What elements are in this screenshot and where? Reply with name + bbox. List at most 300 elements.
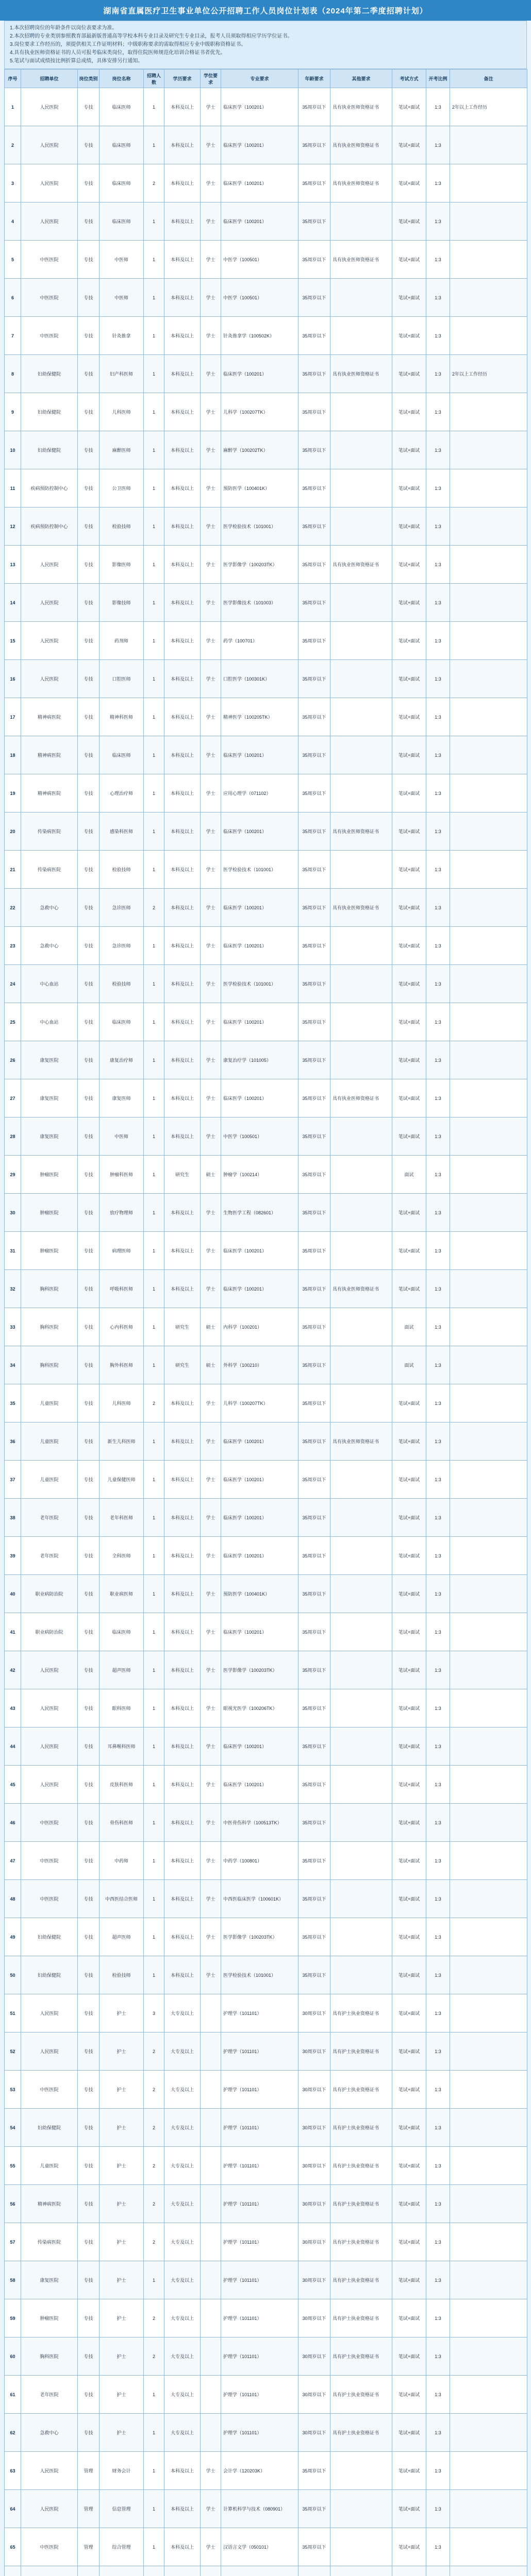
table-cell: 30周岁以下 (298, 1994, 330, 2032)
table-cell: 笔试+面试 (392, 1994, 426, 2032)
table-cell: 1 (144, 1156, 164, 1194)
table-cell: 中医骨伤科学（100513TK） (221, 1804, 298, 1842)
table-cell: 老年科医师 (99, 1499, 144, 1537)
table-cell (330, 1613, 392, 1651)
table-cell: 医学检验技术（101001） (221, 851, 298, 889)
table-cell: 30周岁以下 (298, 2223, 330, 2261)
table-cell: 1 (144, 1346, 164, 1384)
table-cell: 护理学（101101） (221, 2261, 298, 2299)
table-cell: 1 (144, 317, 164, 355)
table-cell: 专技 (78, 2223, 99, 2261)
table-cell: 笔试+面试 (392, 546, 426, 584)
table-cell: 麻醉学（100202TK） (221, 431, 298, 469)
table-cell: 学士 (201, 927, 221, 965)
table-cell: 面试 (392, 1346, 426, 1384)
table-cell: 35周岁以下 (298, 126, 330, 164)
table-row (5, 1956, 527, 1994)
table-cell: 儿科学（100207TK） (221, 1384, 298, 1422)
table-cell (450, 927, 527, 965)
table-cell: 笔试+面试 (392, 1651, 426, 1689)
table-cell: 34 (5, 1346, 21, 1384)
table-cell: 13 (5, 546, 21, 584)
table-cell: 35周岁以下 (298, 241, 330, 279)
table-cell: 医学影像学（100203TK） (221, 546, 298, 584)
table-cell: 超声医师 (99, 1918, 144, 1956)
table-cell: 1:3 (426, 622, 450, 660)
table-cell: 专技 (78, 1804, 99, 1842)
table-cell: 临床医师 (99, 126, 144, 164)
table-cell: 本科及以上 (164, 1727, 201, 1766)
table-cell: 1 (144, 469, 164, 507)
table-cell: 面试 (392, 1156, 426, 1194)
table-cell: 儿童保健医师 (99, 1461, 144, 1499)
table-cell: 本科及以上 (164, 927, 201, 965)
table-cell: 具有护士执业资格证书 (330, 2299, 392, 2337)
table-cell: 笔试+面试 (392, 1689, 426, 1727)
table-cell: 具有护士执业资格证书 (330, 1994, 392, 2032)
table-cell: 临床医学（100201） (221, 202, 298, 241)
table-cell (450, 2032, 527, 2071)
table-cell: 学士 (201, 279, 221, 317)
table-cell: 1 (144, 1041, 164, 1079)
table-cell: 本科及以上 (164, 1003, 201, 1041)
table-cell: 35周岁以下 (298, 279, 330, 317)
table-cell: 临床医师 (99, 164, 144, 202)
table-cell: 1 (144, 622, 164, 660)
table-cell (330, 2452, 392, 2490)
table-cell: 1 (144, 202, 164, 241)
table-cell: 笔试+面试 (392, 1461, 426, 1499)
table-cell: 硕士 (201, 1346, 221, 1384)
table-cell: 具有护士执业资格证书 (330, 2109, 392, 2147)
table-cell: 肿瘤医院 (21, 2299, 78, 2337)
table-row (5, 2376, 527, 2414)
table-cell (330, 2490, 392, 2528)
table-cell (201, 2071, 221, 2109)
table-cell: 康复医院 (21, 1079, 78, 1117)
table-cell: 9 (5, 393, 21, 431)
table-cell: 笔试+面试 (392, 1804, 426, 1842)
table-cell: 大专及以上 (164, 2223, 201, 2261)
table-cell (450, 774, 527, 812)
table-cell: 笔试+面试 (392, 469, 426, 507)
table-cell: 57 (5, 2223, 21, 2261)
table-cell: 研究生 (164, 1308, 201, 1346)
table-cell: 学士 (201, 507, 221, 546)
table-cell: 笔试+面试 (392, 1041, 426, 1079)
table-row (5, 1613, 527, 1651)
table-cell: 本科及以上 (164, 88, 201, 126)
table-cell: 医学检验技术（101001） (221, 965, 298, 1003)
table-cell: 本科及以上 (164, 431, 201, 469)
table-cell: 具有执业医师资格证书 (330, 164, 392, 202)
table-cell: 医学检验技术（101001） (221, 1956, 298, 1994)
table-cell: 预防医学（100401K） (221, 469, 298, 507)
table-cell: 学士 (201, 202, 221, 241)
table-cell: 笔试+面试 (392, 88, 426, 126)
table-cell: 30周岁以下 (298, 2337, 330, 2376)
table-cell: 本科及以上 (164, 698, 201, 736)
table-cell (330, 1117, 392, 1156)
table-cell: 专技 (78, 851, 99, 889)
table-cell: 52 (5, 2032, 21, 2071)
table-cell (330, 851, 392, 889)
table-cell: 中医师 (99, 1117, 144, 1156)
table-cell (201, 2032, 221, 2071)
table-cell (201, 2261, 221, 2299)
table-cell: 专技 (78, 546, 99, 584)
table-row (5, 317, 527, 355)
table-cell (450, 2337, 527, 2376)
table-cell: 护士 (99, 2185, 144, 2223)
table-cell: 47 (5, 1842, 21, 1880)
header-cell: 其他要求 (330, 70, 392, 88)
table-cell (450, 1194, 527, 1232)
table-cell (330, 927, 392, 965)
table-cell: 专技 (78, 1156, 99, 1194)
table-header-row (5, 70, 527, 88)
table-cell: 学士 (201, 812, 221, 851)
table-row (5, 1499, 527, 1537)
table-row (5, 851, 527, 889)
table-cell (450, 1270, 527, 1308)
table-cell: 2年以上工作经历 (450, 355, 527, 393)
table-cell (78, 2566, 99, 2576)
table-cell: 病理医师 (99, 1232, 144, 1270)
table-cell: 30周岁以下 (298, 2032, 330, 2071)
table-cell: 大专及以上 (164, 2071, 201, 2109)
table-cell: 大专及以上 (164, 2109, 201, 2147)
table-cell (450, 2147, 527, 2185)
table-row (5, 2414, 527, 2452)
table-cell: 25 (5, 1003, 21, 1041)
table-cell: 中医学（100501） (221, 279, 298, 317)
table-cell (144, 2566, 164, 2576)
table-cell: 应用心理学（071102） (221, 774, 298, 812)
table-cell: 2 (144, 2223, 164, 2261)
table-cell: 1:3 (426, 2185, 450, 2223)
table-cell: 36 (5, 1422, 21, 1461)
table-cell (330, 431, 392, 469)
table-cell: 面试 (392, 1308, 426, 1346)
recruitment-table (4, 69, 527, 2576)
table-cell: 妇幼保健院 (21, 2109, 78, 2147)
table-cell: 护理学（101101） (221, 2032, 298, 2071)
table-cell: 1 (144, 431, 164, 469)
table-cell: 笔试+面试 (392, 1422, 426, 1461)
table-cell: 笔试+面试 (392, 1880, 426, 1918)
table-cell: 人民医院 (21, 546, 78, 584)
table-cell: 35周岁以下 (298, 1689, 330, 1727)
table-cell: 专技 (78, 1880, 99, 1918)
table-cell: 35周岁以下 (298, 1270, 330, 1308)
table-cell (99, 2566, 144, 2576)
table-cell (426, 2566, 450, 2576)
table-cell: 妇幼保健院 (21, 431, 78, 469)
table-cell: 1 (144, 393, 164, 431)
header-cell: 学历要求 (164, 70, 201, 88)
table-cell: 具有护士执业资格证书 (330, 2223, 392, 2261)
table-cell: 护理学（101101） (221, 2299, 298, 2337)
table-cell (330, 1689, 392, 1727)
table-cell: 临床医学（100201） (221, 927, 298, 965)
table-cell: 学士 (201, 1499, 221, 1537)
table-cell: 急诊医师 (99, 889, 144, 927)
table-cell: 本科及以上 (164, 279, 201, 317)
table-cell: 1:3 (426, 889, 450, 927)
table-cell: 1 (144, 88, 164, 126)
table-cell: 2 (144, 2337, 164, 2376)
table-cell: 具有护士执业资格证书 (330, 2261, 392, 2299)
table-cell: 职业病防治院 (21, 1575, 78, 1613)
table-cell: 笔试+面试 (392, 507, 426, 546)
table-cell: 35周岁以下 (298, 317, 330, 355)
table-cell (330, 1880, 392, 1918)
table-cell: 学士 (201, 1461, 221, 1499)
table-cell: 2年以上工作经历 (450, 88, 527, 126)
table-cell: 1 (144, 1880, 164, 1918)
table-cell: 生物医学工程（082601） (221, 1194, 298, 1232)
table-cell: 大专及以上 (164, 2337, 201, 2376)
table-cell (330, 1727, 392, 1766)
table-cell: 30周岁以下 (298, 2414, 330, 2452)
table-cell: 1:3 (426, 2223, 450, 2261)
table-cell: 专技 (78, 126, 99, 164)
table-cell: 35周岁以下 (298, 1194, 330, 1232)
table-cell: 康复医院 (21, 1117, 78, 1156)
header-cell: 考试方式 (392, 70, 426, 88)
table-cell: 专技 (78, 1918, 99, 1956)
table-cell: 计算机科学与技术（080901） (221, 2490, 298, 2528)
table-cell: 笔试+面试 (392, 202, 426, 241)
table-cell: 本科及以上 (164, 507, 201, 546)
table-cell: 本科及以上 (164, 1499, 201, 1537)
table-row (5, 2223, 527, 2261)
table-cell (450, 1994, 527, 2032)
table-cell: 1 (144, 736, 164, 774)
table-cell: 人民医院 (21, 88, 78, 126)
table-cell: 笔试+面试 (392, 2223, 426, 2261)
table-cell: 心理治疗师 (99, 774, 144, 812)
table-row (5, 2109, 527, 2147)
table-cell: 外科学（100210） (221, 1346, 298, 1384)
table-cell (450, 1461, 527, 1499)
table-cell: 康复医院 (21, 2261, 78, 2299)
table-cell: 学士 (201, 851, 221, 889)
table-cell (330, 317, 392, 355)
table-cell: 精神病医院 (21, 698, 78, 736)
table-cell: 35周岁以下 (298, 88, 330, 126)
table-cell: 19 (5, 774, 21, 812)
table-cell: 超声医师 (99, 1651, 144, 1689)
table-cell (450, 698, 527, 736)
table-cell: 急救中心 (21, 2414, 78, 2452)
table-cell: 学士 (201, 241, 221, 279)
table-cell: 医学检验技术（101001） (221, 507, 298, 546)
table-cell: 笔试+面试 (392, 2071, 426, 2109)
table-cell: 笔试+面试 (392, 393, 426, 431)
table-cell: 骨伤科医师 (99, 1804, 144, 1842)
table-cell (450, 660, 527, 698)
table-cell: 妇幼保健院 (21, 1918, 78, 1956)
table-cell: 本科及以上 (164, 622, 201, 660)
table-cell: 5 (5, 241, 21, 279)
table-cell: 本科及以上 (164, 1613, 201, 1651)
table-cell: 1:3 (426, 2147, 450, 2185)
table-cell: 3 (144, 1994, 164, 2032)
table-row (5, 126, 527, 164)
table-cell (450, 2376, 527, 2414)
table-cell: 1 (144, 2261, 164, 2299)
table-cell (450, 2223, 527, 2261)
table-cell: 临床医学（100201） (221, 164, 298, 202)
table-cell: 专技 (78, 698, 99, 736)
table-cell: 49 (5, 1918, 21, 1956)
table-cell: 学士 (201, 774, 221, 812)
table-cell: 3 (5, 164, 21, 202)
table-cell: 药剂师 (99, 622, 144, 660)
table-cell: 笔试+面试 (392, 1766, 426, 1804)
table-cell: 1 (144, 1079, 164, 1117)
table-cell: 39 (5, 1537, 21, 1575)
table-cell: 1:3 (426, 1956, 450, 1994)
table-cell: 本科及以上 (164, 2528, 201, 2566)
table-cell: 1:3 (426, 2337, 450, 2376)
table-cell: 32 (5, 1270, 21, 1308)
table-cell: 1:3 (426, 431, 450, 469)
table-cell: 63 (5, 2452, 21, 2490)
table-cell (392, 2566, 426, 2576)
table-cell: 1:3 (426, 88, 450, 126)
table-cell: 30周岁以下 (298, 2299, 330, 2337)
table-cell (450, 1689, 527, 1727)
table-cell: 具有护士执业资格证书 (330, 2185, 392, 2223)
table-cell (5, 2566, 21, 2576)
table-cell: 中西医临床医学（100601K） (221, 1880, 298, 1918)
table-cell: 本科及以上 (164, 1384, 201, 1422)
table-cell: 笔试+面试 (392, 736, 426, 774)
table-cell: 肿瘤科医师 (99, 1156, 144, 1194)
table-cell: 专技 (78, 660, 99, 698)
table-cell: 1:3 (426, 1346, 450, 1384)
table-cell: 笔试+面试 (392, 812, 426, 851)
table-cell: 1 (144, 546, 164, 584)
table-cell (330, 279, 392, 317)
table-cell: 老年医院 (21, 1499, 78, 1537)
table-cell: 笔试+面试 (392, 431, 426, 469)
table-cell (330, 1766, 392, 1804)
table-cell: 具有执业医师资格证书 (330, 546, 392, 584)
header-cell: 招聘人数 (144, 70, 164, 88)
table-cell: 护士 (99, 2414, 144, 2452)
table-cell: 中医医院 (21, 1842, 78, 1880)
table-cell (450, 2109, 527, 2147)
table-cell: 1 (144, 965, 164, 1003)
table-cell: 护士 (99, 2109, 144, 2147)
table-cell: 笔试+面试 (392, 2185, 426, 2223)
table-cell: 35周岁以下 (298, 1613, 330, 1651)
table-cell: 35周岁以下 (298, 1003, 330, 1041)
table-cell (450, 1956, 527, 1994)
table-row (5, 241, 527, 279)
table-cell (201, 2299, 221, 2337)
table-cell: 30周岁以下 (298, 2376, 330, 2414)
table-cell: 管理 (78, 2490, 99, 2528)
table-row (5, 2032, 527, 2071)
table-cell: 35周岁以下 (298, 851, 330, 889)
table-row (5, 1003, 527, 1041)
table-cell: 1:3 (426, 1079, 450, 1117)
table-cell: 35周岁以下 (298, 507, 330, 546)
table-cell: 临床医师 (99, 88, 144, 126)
table-cell: 人民医院 (21, 660, 78, 698)
table-cell: 学士 (201, 126, 221, 164)
table-cell: 本科及以上 (164, 469, 201, 507)
table-cell (450, 2528, 527, 2566)
table-cell: 临床医学（100201） (221, 812, 298, 851)
table-cell: 本科及以上 (164, 1651, 201, 1689)
table-cell (201, 2223, 221, 2261)
table-cell: 2 (144, 2147, 164, 2185)
header-cell: 岗位名称 (99, 70, 144, 88)
table-cell: 儿科学（100207TK） (221, 393, 298, 431)
table-cell (450, 546, 527, 584)
table-cell: 本科及以上 (164, 1766, 201, 1804)
table-cell (450, 965, 527, 1003)
table-row (5, 2261, 527, 2299)
table-cell: 1:3 (426, 1994, 450, 2032)
table-cell: 2 (144, 2299, 164, 2337)
table-cell: 15 (5, 622, 21, 660)
table-cell (450, 469, 527, 507)
table-cell (450, 1804, 527, 1842)
header-cell: 岗位类别 (78, 70, 99, 88)
table-cell: 本科及以上 (164, 393, 201, 431)
table-cell: 护理学（101101） (221, 2147, 298, 2185)
table-cell: 学士 (201, 546, 221, 584)
header-cell: 备注 (450, 70, 527, 88)
table-cell: 35周岁以下 (298, 355, 330, 393)
table-cell: 本科及以上 (164, 126, 201, 164)
table-cell: 笔试+面试 (392, 2528, 426, 2566)
table-cell: 皮肤科医师 (99, 1766, 144, 1804)
table-row (5, 469, 527, 507)
table-cell: 人民医院 (21, 2032, 78, 2071)
table-cell: 本科及以上 (164, 164, 201, 202)
table-cell: 感染科医师 (99, 812, 144, 851)
table-cell: 人民医院 (21, 1994, 78, 2032)
table-cell: 本科及以上 (164, 889, 201, 927)
table-cell (330, 1537, 392, 1575)
table-cell: 35周岁以下 (298, 1422, 330, 1461)
table-cell: 专技 (78, 1117, 99, 1156)
table-cell: 本科及以上 (164, 1270, 201, 1308)
header-cell: 开考比例 (426, 70, 450, 88)
table-cell (330, 2566, 392, 2576)
table-row (5, 1804, 527, 1842)
table-cell: 35周岁以下 (298, 1041, 330, 1079)
table-cell: 专技 (78, 355, 99, 393)
table-cell: 专技 (78, 1842, 99, 1880)
table-cell: 1:3 (426, 1880, 450, 1918)
table-cell: 专技 (78, 1422, 99, 1461)
table-cell: 护理学（101101） (221, 2109, 298, 2147)
table-cell: 48 (5, 1880, 21, 1918)
table-cell: 本科及以上 (164, 812, 201, 851)
table-cell (450, 1041, 527, 1079)
table-cell (450, 2299, 527, 2337)
table-cell: 1:3 (426, 1651, 450, 1689)
